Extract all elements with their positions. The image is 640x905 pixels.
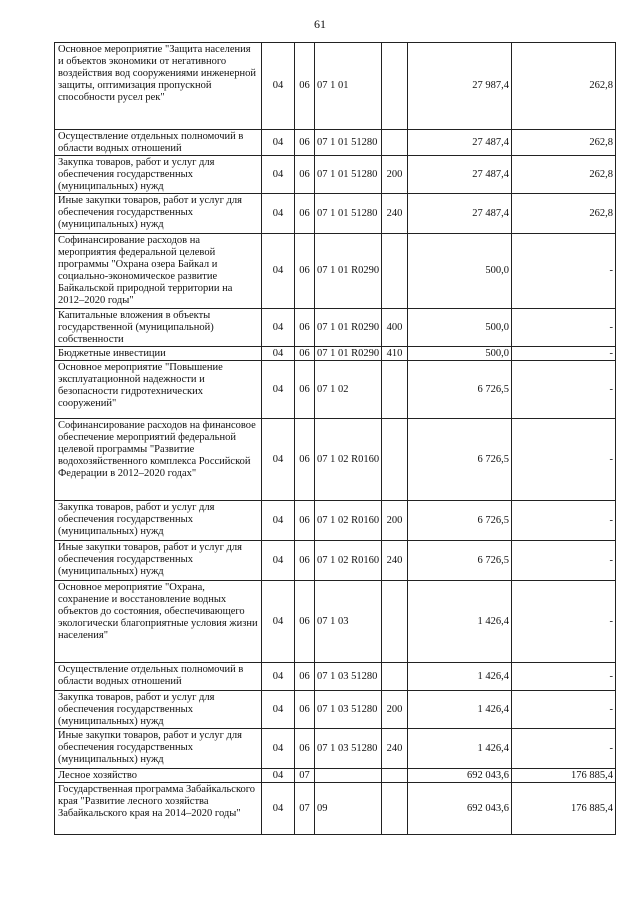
row-amount-federal: 262,8 [512,43,616,130]
table-row [55,783,616,835]
row-section-code: 04 [262,729,295,769]
row-subsection-code: 06 [295,419,315,501]
row-subsection-code: 06 [295,729,315,769]
row-name: Иные закупки товаров, работ и услуг для обеспечения государственных (муниципальных) нужд [55,194,262,234]
row-amount-federal: - [512,347,616,361]
row-amount-total: 6 726,5 [408,541,512,581]
row-expense-type: 200 [382,156,408,194]
row-target-article [315,769,382,783]
row-target-article: 07 1 01 [315,43,382,130]
row-amount-total: 6 726,5 [408,419,512,501]
row-name: Государственная программа Забайкальского края "Развитие лесного хозяйства Забайкальского края на 2014–2020 годы" [55,783,262,835]
row-amount-federal: - [512,309,616,347]
row-amount-federal: 262,8 [512,130,616,156]
table-row [55,541,616,581]
row-name: Капитальные вложения в объекты государственной (муниципальной) собственности [55,309,262,347]
row-expense-type: 400 [382,309,408,347]
table-row [55,234,616,309]
row-section-code: 04 [262,691,295,729]
row-section-code: 04 [262,361,295,419]
row-name: Иные закупки товаров, работ и услуг для обеспечения государственных (муниципальных) нужд [55,541,262,581]
row-target-article: 07 1 01 R0290 [315,347,382,361]
row-expense-type [382,663,408,691]
row-amount-total: 27 487,4 [408,156,512,194]
row-name: Иные закупки товаров, работ и услуг для обеспечения государственных (муниципальных) нужд [55,729,262,769]
row-target-article: 07 1 01 51280 [315,130,382,156]
row-amount-total: 6 726,5 [408,501,512,541]
row-amount-total: 6 726,5 [408,361,512,419]
row-target-article: 09 [315,783,382,835]
table-row [55,43,616,130]
row-amount-federal: - [512,663,616,691]
row-section-code: 04 [262,130,295,156]
row-subsection-code: 06 [295,541,315,581]
row-target-article: 07 1 01 R0290 [315,309,382,347]
row-amount-total: 692 043,6 [408,769,512,783]
row-subsection-code: 06 [295,130,315,156]
row-subsection-code: 06 [295,309,315,347]
table-row [55,309,616,347]
row-amount-total: 1 426,4 [408,691,512,729]
budget-table [54,42,616,835]
row-section-code: 04 [262,194,295,234]
row-name: Закупка товаров, работ и услуг для обеспечения государственных (муниципальных) нужд [55,156,262,194]
row-subsection-code: 07 [295,769,315,783]
row-amount-total: 1 426,4 [408,581,512,663]
page-number: 61 [314,17,326,31]
row-target-article: 07 1 02 R0160 [315,541,382,581]
row-section-code: 04 [262,581,295,663]
row-amount-total: 500,0 [408,234,512,309]
row-amount-federal: - [512,691,616,729]
row-subsection-code: 06 [295,347,315,361]
row-expense-type [382,769,408,783]
row-subsection-code: 06 [295,194,315,234]
row-name: Осуществление отдельных полномочий в области водных отношений [55,663,262,691]
row-amount-federal: 176 885,4 [512,769,616,783]
row-section-code: 04 [262,419,295,501]
row-section-code: 04 [262,541,295,581]
row-amount-total: 27 487,4 [408,194,512,234]
row-target-article: 07 1 01 51280 [315,156,382,194]
row-section-code: 04 [262,156,295,194]
row-expense-type: 410 [382,347,408,361]
row-target-article: 07 1 02 R0160 [315,419,382,501]
row-amount-federal: - [512,419,616,501]
row-expense-type [382,419,408,501]
table-row [55,581,616,663]
table-row [55,691,616,729]
row-amount-federal: 262,8 [512,156,616,194]
row-section-code: 04 [262,769,295,783]
row-expense-type [382,130,408,156]
row-subsection-code: 06 [295,691,315,729]
row-target-article: 07 1 01 R0290 [315,234,382,309]
row-target-article: 07 1 03 51280 [315,691,382,729]
table-row [55,361,616,419]
row-name: Лесное хозяйство [55,769,262,783]
row-target-article: 07 1 03 51280 [315,663,382,691]
row-section-code: 04 [262,663,295,691]
row-amount-total: 27 987,4 [408,43,512,130]
row-target-article: 07 1 03 [315,581,382,663]
table-row [55,156,616,194]
row-section-code: 04 [262,347,295,361]
row-subsection-code: 06 [295,663,315,691]
row-section-code: 04 [262,501,295,541]
row-name: Закупка товаров, работ и услуг для обеспечения государственных (муниципальных) нужд [55,501,262,541]
row-name: Софинансирование расходов на финансовое обеспечение мероприятий федеральной целевой программы "Развитие водохозяйственного комплекса Российской Федерации в 2012–2020 годах" [55,419,262,501]
row-expense-type: 200 [382,501,408,541]
row-section-code: 04 [262,309,295,347]
row-name: Софинансирование расходов на мероприятия федеральной целевой программы "Охрана озера Байкал и социально-экономическое развитие Байкальской природной территории на 2012–2020 годы" [55,234,262,309]
row-name: Основное мероприятие "Защита населения и объектов экономики от негативного воздействия вод сооружениями инженерной защиты, оптимизация пропускной способности русел рек" [55,43,262,130]
row-amount-total: 27 487,4 [408,130,512,156]
row-target-article: 07 1 01 51280 [315,194,382,234]
row-section-code: 04 [262,43,295,130]
row-target-article: 07 1 02 [315,361,382,419]
row-subsection-code: 06 [295,501,315,541]
row-target-article: 07 1 02 R0160 [315,501,382,541]
row-subsection-code: 06 [295,581,315,663]
row-expense-type: 240 [382,541,408,581]
table-row [55,194,616,234]
row-amount-total: 692 043,6 [408,783,512,835]
row-name: Осуществление отдельных полномочий в области водных отношений [55,130,262,156]
table-row [55,130,616,156]
row-subsection-code: 06 [295,234,315,309]
table-row [55,663,616,691]
row-expense-type [382,43,408,130]
row-amount-federal: - [512,581,616,663]
row-subsection-code: 06 [295,43,315,130]
row-name: Основное мероприятие "Повышение эксплуатационной надежности и безопасности гидротехнических сооружений" [55,361,262,419]
row-subsection-code: 06 [295,361,315,419]
table-row [55,347,616,361]
row-amount-federal: - [512,361,616,419]
row-subsection-code: 07 [295,783,315,835]
row-name: Закупка товаров, работ и услуг для обеспечения государственных (муниципальных) нужд [55,691,262,729]
row-amount-federal: 176 885,4 [512,783,616,835]
row-subsection-code: 06 [295,156,315,194]
table-row [55,501,616,541]
row-amount-federal: 262,8 [512,194,616,234]
row-section-code: 04 [262,783,295,835]
row-expense-type [382,581,408,663]
row-section-code: 04 [262,234,295,309]
row-amount-federal: - [512,541,616,581]
row-amount-total: 1 426,4 [408,663,512,691]
row-amount-federal: - [512,234,616,309]
row-name: Бюджетные инвестиции [55,347,262,361]
row-amount-total: 500,0 [408,347,512,361]
row-expense-type: 240 [382,194,408,234]
row-amount-federal: - [512,729,616,769]
row-target-article: 07 1 03 51280 [315,729,382,769]
row-amount-federal: - [512,501,616,541]
row-amount-total: 500,0 [408,309,512,347]
table-body [55,43,616,835]
row-expense-type [382,361,408,419]
row-expense-type: 200 [382,691,408,729]
table-row [55,729,616,769]
row-expense-type: 240 [382,729,408,769]
table-row [55,769,616,783]
row-amount-total: 1 426,4 [408,729,512,769]
table-row [55,419,616,501]
row-name: Основное мероприятие "Охрана, сохранение и восстановление водных объектов до состояния, обеспечивающего экологически благоприятные условия жизни населения" [55,581,262,663]
row-expense-type [382,234,408,309]
row-expense-type [382,783,408,835]
